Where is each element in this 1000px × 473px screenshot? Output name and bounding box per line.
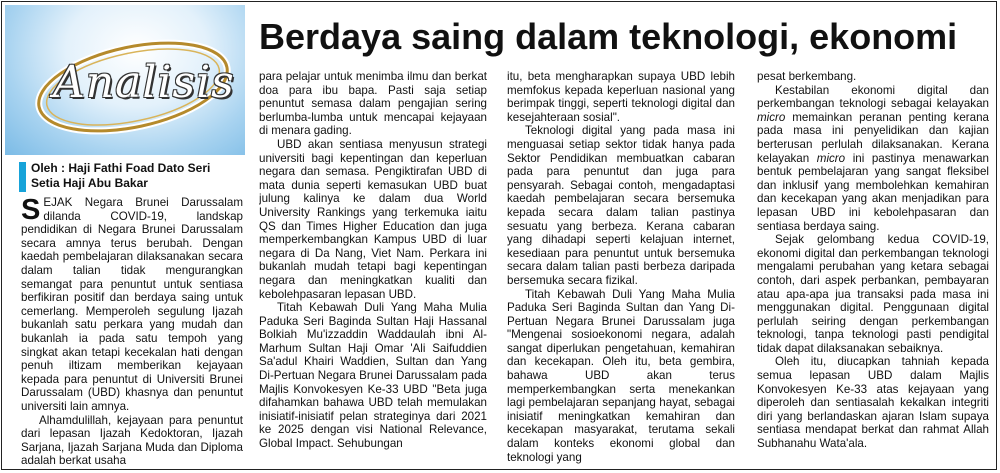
paragraph: Titah Kebawah Duli Yang Maha Mulia Paduka Seri Baginda Sultan Haji Hassanal Bolkiah Mu'izzaddin Waddaulah ibni Al-Marhum Sultan Haji Omar 'Ali Saifuddien Sa'adul Khairi Waddien, Sultan dan Yang Di-Pertuan Negara Brunei Darussalam pada Majlis Konvokesyen Ke-33 UBD "Beta juga difahamkan bahawa UBD telah memulakan inisiatif-inisiatif pelan strateginya dari 2021 ke 2025 dengan visi National Relevance, Global Impact. Sehubungan	[259, 301, 487, 451]
paragraph: para pelajar untuk menimba ilmu dan berkat doa para ibu bapa. Pasti saja setiap penuntut semasa dalam pengajian sering berlumba-lumba untuk mencapai kejayaan di menara gading.	[259, 70, 487, 138]
paragraph	[21, 196, 243, 414]
article-column-1	[21, 196, 243, 468]
paragraph: Titah Kebawah Duli Yang Maha Mulia Paduka Seri Baginda Sultan dan Yang Di-Pertuan Negara Brunei Darussalam juga "Mengenai sosioekonomi negara, adalah sangat diperlukan pengetahuan, kemahiran dan kecekapan. Oleh itu, beta gembira, bahawa UBD akan terus memperkembangkan serta menekankan lagi pembelajaran sepanjang hayat, sebagai inisiatif meningkatkan kemahiran dan kecekapan masyarakat, terutama sekali dalam konteks ekonomi global dan teknologi yang	[507, 287, 735, 464]
headline: Berdaya saing dalam teknologi, ekonomi	[259, 16, 958, 57]
drop-cap: S	[21, 196, 41, 226]
paragraph: Oleh itu, diucapkan tahniah kepada semua lepasan UBD dalam Majlis Konvokesyen Ke-33 atas kejayaan yang diperoleh dan sentiasalah kekalkan integriti diri yang berlandaskan ajaran Islam supaya sentiasa mendapat berkat dan rahmat Allah Subhanahu Wata'ala.	[757, 355, 989, 451]
article-column-2	[259, 70, 487, 468]
italic-term: micro	[816, 151, 846, 165]
paragraph-text: memainkan peranan penting kerana pada masa ini penyelidikan dan kajian berterusan perlulah dilaksanakan. Kerana kelayakan	[757, 110, 989, 165]
paragraph	[757, 84, 989, 234]
paragraph: Teknologi digital yang pada masa ini menguasai setiap sektor tidak hanya pada Sektor Pendidikan membuatkan cabaran pada para penuntut dan juga para pensyarah. Sebagai contoh, mengadaptasi kaedah pembelajaran secara bersemuka kepada secara dalam talian pastinya sesuatu yang berbeza. Kerana cabaran yang dihadapi seperti kelajuan internet, kesediaan para penuntut untuk bersemuka secara dalam talian pasti berbeza daripada bersemuka secara fizikal.	[507, 124, 735, 287]
byline-line-2: Setia Haji Abu Bakar	[31, 176, 148, 190]
paragraph: Alhamdulillah, kejayaan para penuntut dari lepasan Ijazah Kedoktoran, Ijazah Sarjana, Ijazah Sarjana Muda dan Diploma adalah berkat usaha	[21, 413, 243, 468]
byline-line-1: Oleh : Haji Fathi Foad Dato Seri	[31, 161, 211, 175]
paragraph: UBD akan sentiasa menyusun strategi universiti bagi kepentingan dan keperluan negara dan semasa. Pengiktirafan UBD di mata dunia seperti kemasukan UBD buat julung kalinya ke dalam dua World University Rankings yang terkemuka iaitu QS dan Times Higher Education dan juga memperkembangkan Kampus UBD di luar negara di Da Nang, Viet Nam. Perkara ini bukanlah mudah tetapi bagi kepentingan negara dan meningkatkan kualiti dan kebolehpasaran lepasan UBD.	[259, 137, 487, 301]
paragraph: itu, beta mengharapkan supaya UBD lebih memfokus kepada keperluan nasional yang berimpak tinggi, seperti teknologi digital dan kesejahteraan sosial".	[507, 70, 735, 124]
article-column-3	[507, 70, 735, 468]
byline	[19, 161, 251, 191]
italic-term: micro	[757, 110, 786, 124]
paragraph: Sejak gelombang kedua COVID-19, ekonomi digital dan perkembangan teknologi mengalami perubahan yang ketara sebagai contoh, dari aspek perbankan, pembayaran atau apa-apa jua transaksi pada masa ini menggunakan digital. Penggunaan digital perlulah seiring dengan perkembangan teknologi, tanpa teknologi pasti pendigital tidak dapat dilaksanakan sebaiknya.	[757, 233, 989, 355]
paragraph-text: ini pastinya menawarkan bentuk pembelajaran yang sangat fleksibel dan inklusif yang membolehkan kemahiran dan kecekapan yang akan menjadikan para lepasan UBD ini kebolehpasaran dan sentiasa berdaya saing.	[757, 151, 989, 233]
logo-word: Analisis	[53, 57, 235, 108]
analisis-logo	[5, 5, 245, 155]
paragraph: pesat berkembang.	[757, 70, 857, 83]
article-frame	[1, 1, 997, 470]
byline-accent-bar	[19, 162, 26, 192]
paragraph-text: EJAK Negara Brunei Darussalam dilanda COVID-19, landskap pendidikan di Negara Brunei Darussalam secara amnya terus berubah. Dengan kaedah pembelajaran dilaksanakan secara dalam talian tidak mengurangkan semangat para penuntut untuk sentiasa berfikiran positif dan berdaya saing untuk cemerlang. Memperoleh segulung Ijazah bukanlah satu perkara yang mudah dan bukanlah ia pada satu tempoh yang singkat akan tetapi kecekalan hati dengan penuh iltizam memberikan kejayaan kepada para penuntut di Universiti Brunei Darussalam (UBD) khasnya dan penuntut universiti lain amnya.	[21, 196, 243, 413]
article-column-4	[757, 70, 989, 468]
paragraph-text: Kestabilan ekonomi digital dan perkembangan teknologi sebagai kelayakan	[757, 83, 989, 111]
